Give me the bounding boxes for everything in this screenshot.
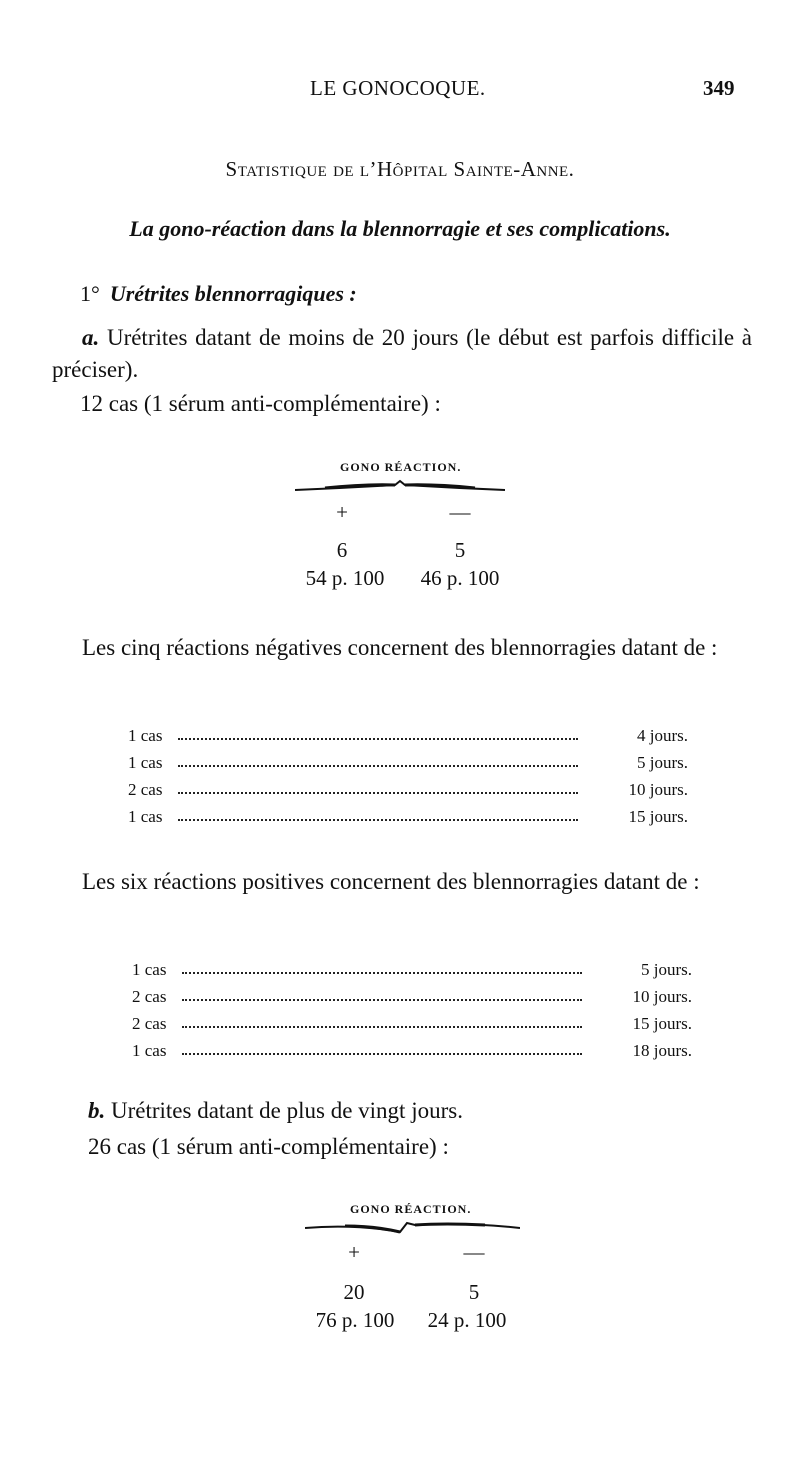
pos-row xyxy=(132,987,692,1011)
running-title: LE GONOCOQUE. xyxy=(310,76,486,100)
neg-row-jours: 4 jours. xyxy=(637,726,688,745)
leader-dots xyxy=(182,1026,582,1028)
plus-count-a: 6 xyxy=(336,538,348,562)
pos-row-cas: 2 cas xyxy=(132,1014,167,1033)
neg-row-jours: 10 jours. xyxy=(628,780,688,799)
minus-count-b: 5 xyxy=(468,1280,480,1304)
leader-dots xyxy=(178,738,578,740)
leader-dots xyxy=(182,999,582,1001)
gono-label-a: GONO RÉACTION. xyxy=(340,460,462,474)
minus-pct-a: 46 p. 100 xyxy=(420,566,500,590)
plus-sign-a: + xyxy=(336,500,348,524)
leader-dots xyxy=(178,765,578,767)
plus-pct-b: 76 p. 100 xyxy=(315,1308,395,1332)
page-number: 349 xyxy=(703,76,735,100)
part-a-cases: 12 cas (1 sérum anti-complémentaire) : xyxy=(80,391,441,416)
part-b-letter: b. xyxy=(88,1098,106,1123)
plus-sign-b: + xyxy=(348,1240,360,1264)
pos-row-jours: 5 jours. xyxy=(641,960,692,979)
pos-row-jours: 10 jours. xyxy=(632,987,692,1006)
brace-b xyxy=(305,1220,520,1236)
plus-count-b: 20 xyxy=(343,1280,365,1304)
minus-sign-b: — xyxy=(463,1240,485,1264)
negative-intro: Les cinq réactions négatives concernent des blennorragies datant de : xyxy=(82,635,718,660)
minus-count-a: 5 xyxy=(454,538,466,562)
leader-dots xyxy=(178,819,578,821)
pos-row-cas: 2 cas xyxy=(132,987,167,1006)
part-b-text: Urétrites datant de plus de vingt jours. xyxy=(111,1098,463,1123)
minus-pct-b: 24 p. 100 xyxy=(427,1308,507,1332)
subtitle: La gono-réaction dans la blennorragie et ses complications. xyxy=(129,216,671,241)
neg-row-cas: 1 cas xyxy=(128,807,163,826)
leader-dots xyxy=(178,792,578,794)
gono-table-b xyxy=(0,1200,800,1340)
brace-a xyxy=(295,478,505,494)
pos-row-cas: 1 cas xyxy=(132,1041,167,1060)
plus-pct-a: 54 p. 100 xyxy=(305,566,385,590)
neg-row-jours: 15 jours. xyxy=(628,807,688,826)
part-a-text: Urétrites datant de moins de 20 jours (le début est parfois difficile à préciser). xyxy=(52,325,752,382)
heading-text: Urétrites blennorragiques : xyxy=(109,281,357,306)
neg-row-jours: 5 jours. xyxy=(637,753,688,772)
pos-row xyxy=(132,1041,692,1065)
positive-intro: Les six réactions positives concernent des blennorragies datant de : xyxy=(82,869,700,894)
neg-row-cas: 1 cas xyxy=(128,726,163,745)
part-a-paragraph xyxy=(52,322,752,386)
part-a-letter: a. xyxy=(82,325,100,350)
part-b-heading xyxy=(88,1098,463,1124)
neg-row xyxy=(128,780,688,804)
pos-row-jours: 18 jours. xyxy=(632,1041,692,1060)
neg-row xyxy=(128,726,688,750)
leader-dots xyxy=(182,972,582,974)
gono-label-b: GONO RÉACTION. xyxy=(350,1202,472,1216)
pos-row-jours: 15 jours. xyxy=(632,1014,692,1033)
minus-sign-a: — xyxy=(449,500,471,524)
heading-urethritis xyxy=(80,281,357,307)
leader-dots xyxy=(182,1053,582,1055)
neg-row-cas: 2 cas xyxy=(128,780,163,799)
running-head xyxy=(0,76,800,106)
pos-row xyxy=(132,960,692,984)
neg-row xyxy=(128,753,688,777)
pos-row-cas: 1 cas xyxy=(132,960,167,979)
heading-number: 1° xyxy=(80,281,100,306)
part-b-cases: 26 cas (1 sérum anti-complémentaire) : xyxy=(88,1134,449,1159)
pos-row xyxy=(132,1014,692,1038)
neg-row xyxy=(128,807,688,831)
neg-row-cas: 1 cas xyxy=(128,753,163,772)
section-title: Statistique de l’Hôpital Sainte-Anne. xyxy=(225,157,575,181)
gono-table-a xyxy=(0,458,800,618)
